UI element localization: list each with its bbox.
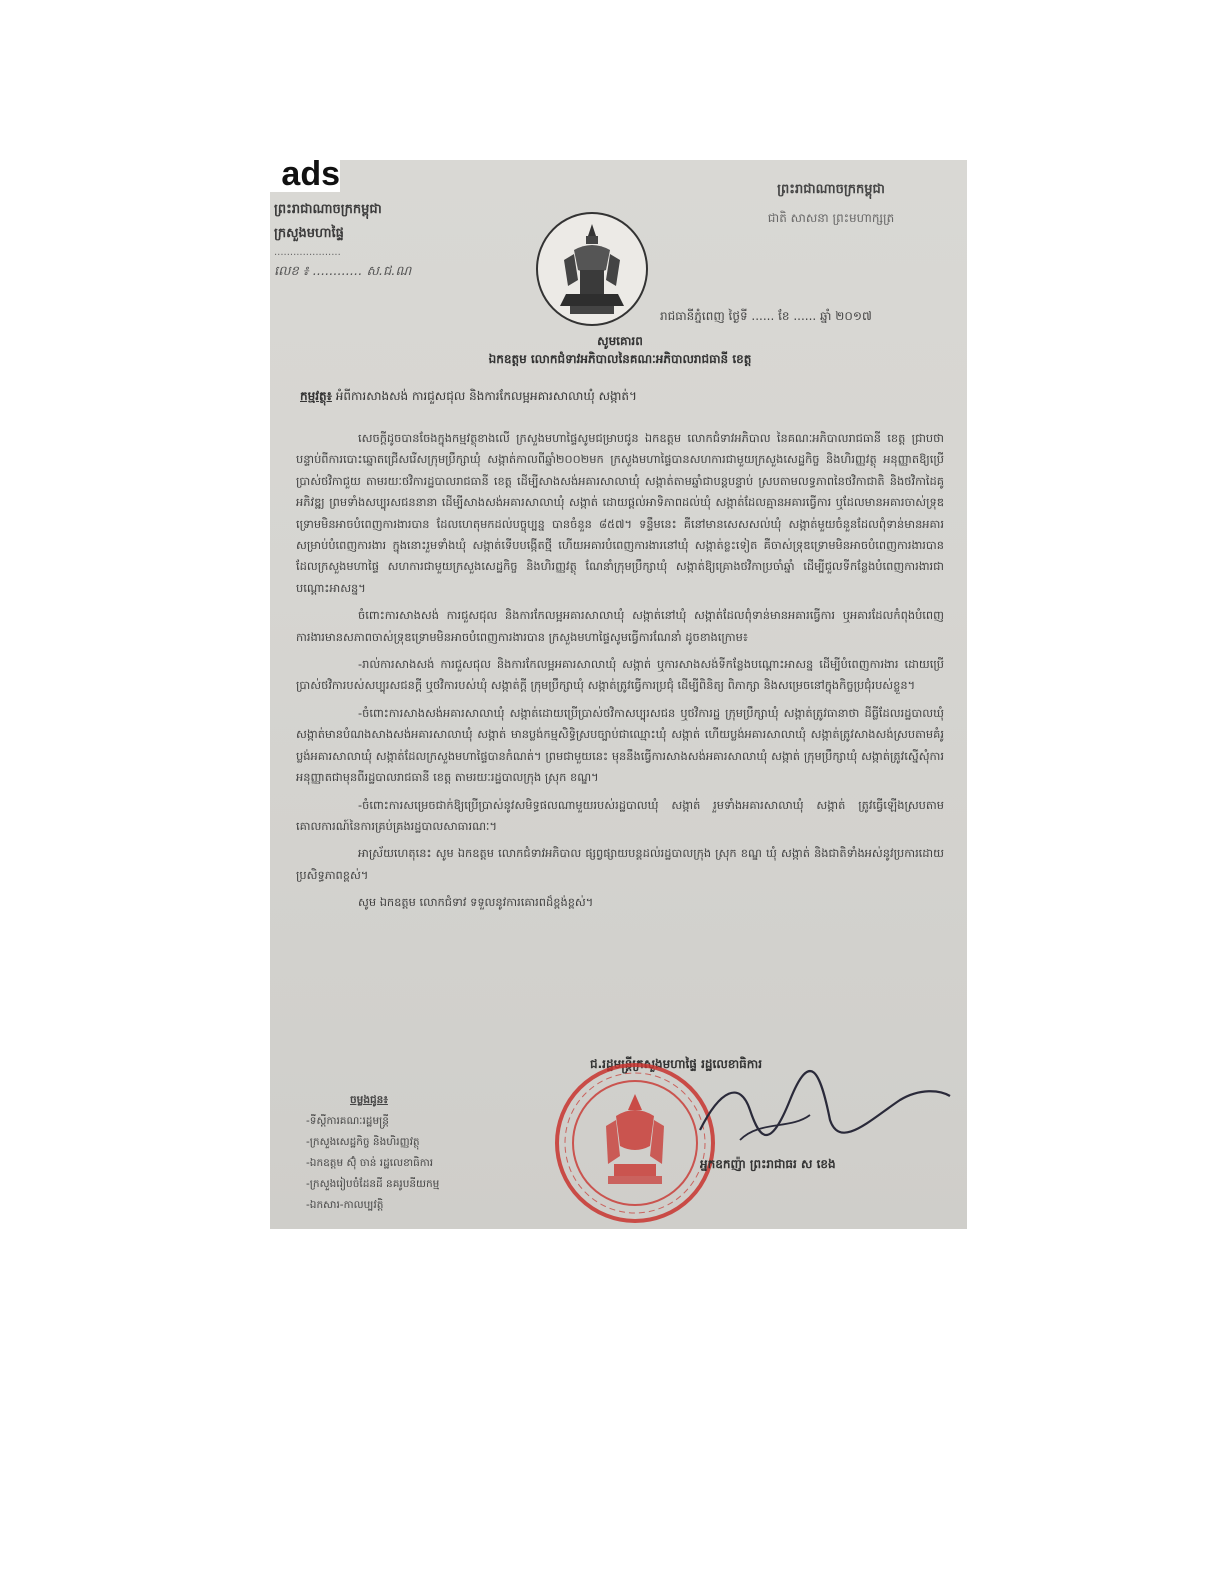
body-paragraph: សូម ឯកឧត្តម លោកជំទាវ ទទួលនូវការគោរពដ៏ខ្ពង់ខ្ពស់។ — [358, 895, 594, 910]
date-line: រាជធានីភ្នំពេញ ថ្ងៃទី ...... ខែ ...... ឆ្នាំ ២០១៧ — [660, 309, 872, 323]
cc-item: -ឯកសារ-កាលប្បវត្តិ — [306, 1199, 384, 1211]
letter-body — [296, 428, 944, 920]
cc-item: -ក្រសួងសេដ្ឋកិច្ច និងហិរញ្ញវត្ថុ — [306, 1136, 420, 1148]
signatory-name: អ្នកឧកញ៉ា ព្រះរាជាធរ ស ខេង — [700, 1157, 836, 1171]
ads-overlay-label: ads — [270, 160, 340, 192]
letterhead-right — [721, 176, 941, 232]
body-paragraph: -ចំពោះការសម្រេចជាក់ឱ្យប្រើប្រាស់នូវសមិទ្ធផលណាមួយរបស់រដ្ឋបាលឃុំ សង្កាត់ រួមទាំងអគារសាលាឃុំ សង្កាត់ ត្រូវធ្វើឡើងស្របតាមគោលការណ៍នៃការគ្រប់គ្រងរដ្ឋបាលសាធារណៈ។ — [296, 797, 944, 833]
body-paragraph: សេចក្តីដូចបានចែងក្នុងកម្មវត្ថុខាងលើ ក្រសួងមហាផ្ទៃសូមជម្រាបជូន ឯកឧត្តម លោកជំទាវអភិបាល នៃគណៈអភិបាលរាជធានី ខេត្ត ជ្រាបថា បន្ទាប់ពីការបោះឆ្នោតជ្រើសរើសក្រុមប្រឹក្សាឃុំ សង្កាត់កាលពីឆ្នាំ២០០២មក ក្រសួងមហាផ្ទៃបានសហការជាមួយក្រសួងសេដ្ឋកិច្ច និងហិរញ្ញវត្ថុ អនុញ្ញាតឱ្យប្រើប្រាស់ថវិកាជួយ តាមរយៈថវិការដ្ឋបាលរាជធានី ខេត្ត ដើម្បីសាងសង់អគារសាលាឃុំ សង្កាត់តាមឆ្នាំជាបន្តបន្ទាប់ ស្របតាមលទ្ធភាពនៃថវិកាជាតិ និងថវិកាដៃគូអភិវឌ្ឍ ព្រមទាំងសប្បុរសជននានា ដើម្បីសាងសង់អគារសាលាឃុំ សង្កាត់ ដោយផ្តល់អាទិភាពដល់ឃុំ សង្កាត់ដែលគ្មានអគារធ្វើការ ឬដែលមានអគារចាស់ទ្រុឌទ្រោមមិនអាចបំពេញការងារបាន ដែលហេតុមកដល់បច្ចុប្បន្ន បានចំនួន ៨៥៧។ ទន្ទឹមនេះ គឺនៅមានសេសសល់ឃុំ សង្កាត់មួយចំនួនដែលពុំទាន់មានអគារសម្រាប់បំពេញការងារ ក្នុងនោះរួមទាំងឃុំ សង្កាត់ទើបបង្កើតថ្មី ហើយអគារបំពេញការងារនៅឃុំ សង្កាត់ខ្លះទៀត គឺចាស់ទ្រុឌទ្រោមមិនអាចបំពេញការងារបាន ដែលក្រសួងមហាផ្ទៃ សហការជាមួយក្រសួងសេដ្ឋកិច្ច និងហិរញ្ញវត្ថុ ណែនាំក្រុមប្រឹក្សាឃុំ សង្កាត់ឱ្យគ្រោងថវិកាប្រចាំឆ្នាំ ដើម្បីជួលទីកន្លែងបំពេញការងារជាបណ្តោះអាសន្ន។ — [296, 431, 944, 595]
letterhead-left-line2: ក្រសួងមហាផ្ទៃ — [274, 226, 344, 241]
subject-line — [300, 388, 940, 406]
cc-list — [306, 1090, 526, 1216]
document-photo — [270, 160, 967, 1229]
letterhead-left-line1: ព្រះរាជាណាចក្រកម្ពុជា — [274, 202, 382, 217]
body-paragraph: -រាល់ការសាងសង់ ការជួសជុល និងការកែលម្អអគារសាលាឃុំ សង្កាត់ ឬការសាងសង់ទីកន្លែងបណ្តោះអាសន្ន ដើម្បីបំពេញការងារ ដោយប្រើប្រាស់ថវិការបស់សប្បុរសជនក្តី ឬថវិការបស់ឃុំ សង្កាត់ក្តី ក្រុមប្រឹក្សាឃុំ សង្កាត់ត្រូវធ្វើការប្រជុំ ដើម្បីពិនិត្យ ពិភាក្សា និងសម្រេចនៅក្នុងកិច្ចប្រជុំរបស់ខ្លួន។ — [296, 657, 944, 693]
salutation: សូមគោរព — [597, 334, 643, 348]
cc-item: -ទីស្តីការគណៈរដ្ឋមន្ត្រី — [306, 1115, 389, 1127]
cc-title: ចម្លងជូន៖ — [350, 1094, 388, 1106]
handwritten-signature-icon — [680, 1060, 960, 1160]
recipient-name: ឯកឧត្តម លោកជំទាវអភិបាលនៃគណៈអភិបាលរាជធានី ខេត្ត — [488, 352, 752, 366]
body-paragraph: -ចំពោះការសាងសង់អគារសាលាឃុំ សង្កាត់ដោយប្រើប្រាស់ថវិកាសប្បុរសជន ឬថវិការដ្ឋ ក្រុមប្រឹក្សាឃុំ សង្កាត់ត្រូវធានាថា ដីធ្លីដែលរដ្ឋបាលឃុំ សង្កាត់មានបំណងសាងសង់អគារសាលាឃុំ សង្កាត់ មានប្លង់កម្មសិទ្ធិស្របច្បាប់ជាឈ្មោះឃុំ សង្កាត់ ហើយប្លង់អគារសាលាឃុំ សង្កាត់ត្រូវសាងសង់ស្របតាមគំរូប្លង់អគារសាលាឃុំ សង្កាត់ដែលក្រសួងមហាផ្ទៃបានកំណត់។ ព្រមជាមួយនេះ មុននឹងធ្វើការសាងសង់អគារសាលាឃុំ សង្កាត់ ក្រុមប្រឹក្សាឃុំ សង្កាត់ត្រូវស្នើសុំការអនុញ្ញាតជាមុនពីរដ្ឋបាលរាជធានី ខេត្ត តាមរយៈរដ្ឋបាលក្រុង ស្រុក ខណ្ឌ។ — [296, 705, 944, 785]
recipient-block — [310, 332, 930, 368]
subject-text: អំពីការសាងសង់ ការជួសជុល និងការកែលម្អអគារសាលាឃុំ សង្កាត់។ — [335, 389, 637, 403]
letterhead-left — [274, 198, 474, 284]
body-paragraph: អាស្រ័យហេតុនេះ សូម ឯកឧត្តម លោកជំទាវអភិបាល ផ្សព្វផ្សាយបន្តដល់រដ្ឋបាលក្រុង ស្រុក ខណ្ឌ ឃុំ សង្កាត់ និងជាតិទាំងអស់នូវប្រការដោយប្រសិទ្ធភាពខ្ពស់។ — [296, 846, 944, 882]
subject-key: កម្មវត្ថុ៖ — [300, 389, 332, 403]
royal-emblem-icon — [534, 210, 650, 328]
kingdom-title: ព្រះរាជាណាចក្រកម្ពុជា — [777, 182, 885, 197]
signature-title: ជ.រដ្ឋមន្ត្រីក្រសួងមហាផ្ទៃ រដ្ឋលេខាធិការ — [590, 1057, 763, 1071]
cc-item: -ឯកឧត្តម ស៊ុំ ចាន់ រដ្ឋលេខាធិការ — [306, 1157, 434, 1169]
reference-number: លេខ ៖ ............ ស.ជ.ណ — [274, 264, 412, 279]
national-motto: ជាតិ សាសនា ព្រះមហាក្សត្រ — [767, 211, 895, 225]
cc-item: -ក្រសួងរៀបចំដែនដី នគរូបនីយកម្ម — [306, 1178, 440, 1190]
letterhead-left-line4: ..................... — [274, 247, 341, 258]
body-paragraph: ចំពោះការសាងសង់ ការជួសជុល និងការកែលម្អអគារសាលាឃុំ សង្កាត់នៅឃុំ សង្កាត់ដែលពុំទាន់មានអគារធ្វើការ ឬអគារដែលកំពុងបំពេញការងារមានសភាពចាស់ទ្រុឌទ្រោមមិនអាចបំពេញការងារបាន ក្រសួងមហាផ្ទៃសូមធ្វើការណែនាំ ដូចខាងក្រោម៖ — [296, 608, 944, 644]
